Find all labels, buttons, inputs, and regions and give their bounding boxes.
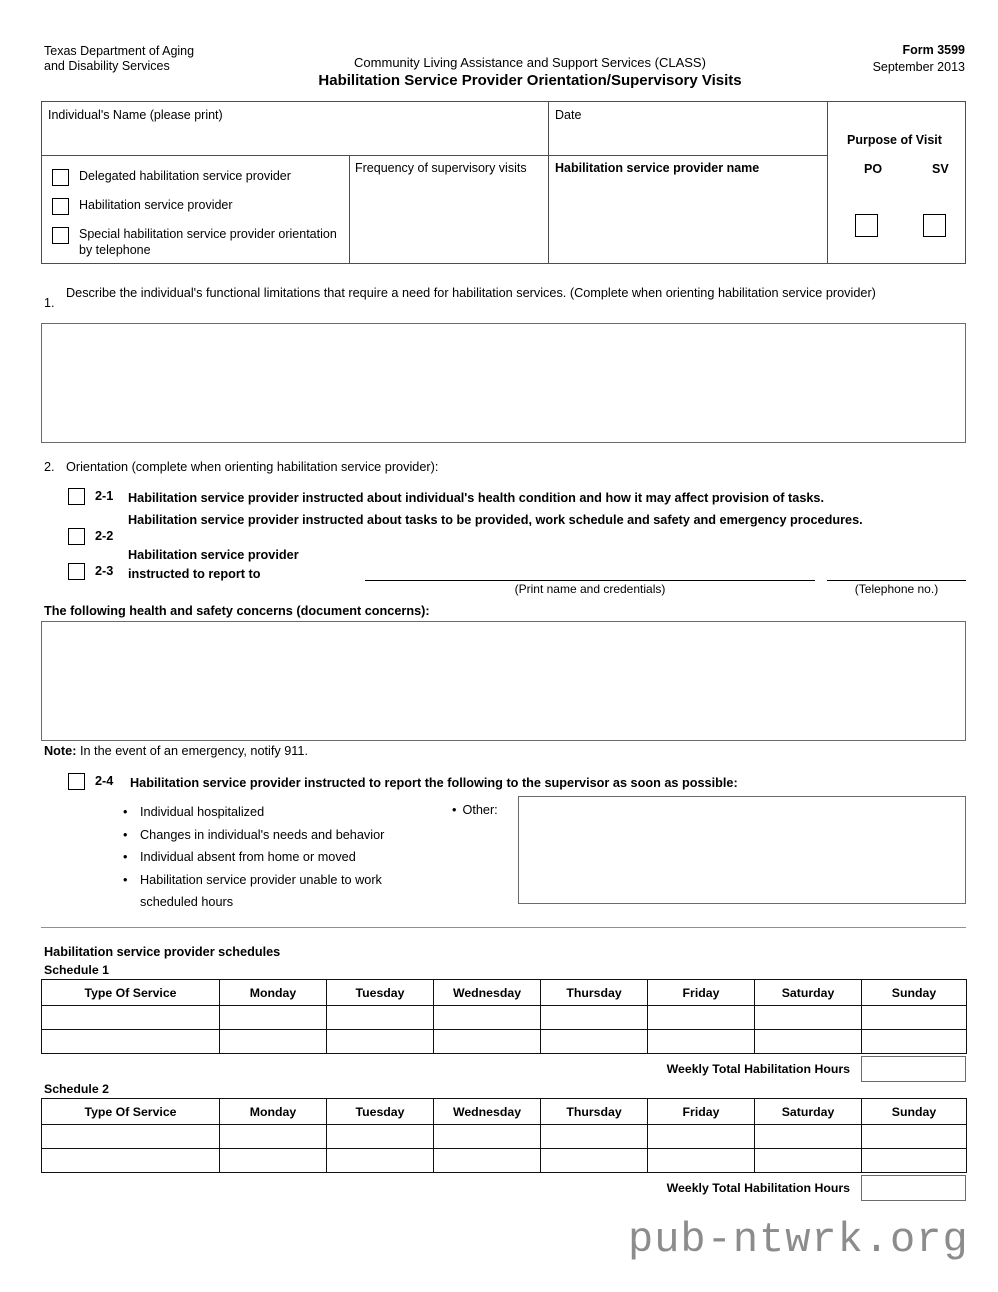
cell-saturday[interactable] bbox=[755, 1030, 862, 1054]
agency-name bbox=[44, 44, 314, 74]
item-2-1-text: Habilitation service provider instructed about individual's health condition and how it may affect provision of tasks. bbox=[128, 491, 825, 505]
item-2-3-text: Habilitation service provider instructed to report to bbox=[128, 548, 299, 581]
cell-wednesday[interactable] bbox=[434, 1125, 541, 1149]
cell-type-of-service[interactable] bbox=[42, 1149, 220, 1173]
checkbox-delegated-provider[interactable] bbox=[52, 169, 69, 186]
form-header bbox=[40, 40, 965, 90]
table-row bbox=[42, 1030, 967, 1054]
cell-tuesday[interactable] bbox=[327, 1149, 434, 1173]
form-meta bbox=[805, 42, 965, 76]
provider-name-label: Habilitation service provider name bbox=[555, 161, 760, 175]
column-header-thursday: Thursday bbox=[541, 1099, 648, 1125]
provider-type-option-telephone[interactable] bbox=[52, 226, 340, 258]
table-row bbox=[42, 1006, 967, 1030]
schedule-2-label: Schedule 2 bbox=[44, 1082, 109, 1096]
identification-table bbox=[41, 101, 966, 264]
item-2-2-number: 2-2 bbox=[95, 529, 114, 543]
checkbox-telephone-orientation[interactable] bbox=[52, 227, 69, 244]
cell-monday[interactable] bbox=[220, 1006, 327, 1030]
table-header-row bbox=[42, 1099, 967, 1125]
purpose-of-visit-label: Purpose of Visit bbox=[847, 133, 942, 147]
schedule-1-weekly-total-label: Weekly Total Habilitation Hours bbox=[666, 1062, 850, 1076]
checkbox-item-2-4[interactable] bbox=[68, 773, 85, 790]
column-header-sunday: Sunday bbox=[862, 1099, 967, 1125]
telephone-caption: (Telephone no.) bbox=[854, 582, 939, 596]
note-label: Note: bbox=[44, 744, 77, 758]
checkbox-item-2-2[interactable] bbox=[68, 528, 85, 545]
report-items-list bbox=[120, 801, 420, 914]
cell-friday[interactable] bbox=[648, 1006, 755, 1030]
health-safety-concerns-textarea[interactable] bbox=[41, 621, 966, 741]
cell-tuesday[interactable] bbox=[327, 1030, 434, 1054]
agency-line-2: and Disability Services bbox=[44, 59, 170, 73]
individual-name-label: Individual's Name (please print) bbox=[48, 108, 223, 122]
cell-wednesday[interactable] bbox=[434, 1149, 541, 1173]
column-header-friday: Friday bbox=[648, 1099, 755, 1125]
cell-saturday[interactable] bbox=[755, 1125, 862, 1149]
provider-type-option-habilitation[interactable] bbox=[52, 197, 342, 213]
column-header-wednesday: Wednesday bbox=[434, 1099, 541, 1125]
column-header-friday: Friday bbox=[648, 980, 755, 1006]
checkbox-item-2-1[interactable] bbox=[68, 488, 85, 505]
schedules-section-title: Habilitation service provider schedules bbox=[44, 945, 281, 959]
item-2-3-number: 2-3 bbox=[95, 564, 114, 578]
table-row bbox=[42, 1149, 967, 1173]
other-label-text: Other: bbox=[462, 803, 498, 817]
cell-monday[interactable] bbox=[220, 1125, 327, 1149]
schedule-1-weekly-total-input[interactable] bbox=[861, 1056, 966, 1082]
column-header-tuesday: Tuesday bbox=[327, 1099, 434, 1125]
date-label: Date bbox=[555, 108, 582, 122]
cell-type-of-service[interactable] bbox=[42, 1125, 220, 1149]
item-1-text: Describe the individual's functional limitations that require a need for habilitation services. (Complete when orienting habilitation service provider) bbox=[66, 286, 876, 300]
cell-sunday[interactable] bbox=[862, 1125, 967, 1149]
print-name-caption: (Print name and credentials) bbox=[514, 582, 666, 596]
column-header-wednesday: Wednesday bbox=[434, 980, 541, 1006]
cell-sunday[interactable] bbox=[862, 1149, 967, 1173]
note-text: In the event of an emergency, notify 911. bbox=[76, 744, 308, 758]
cell-wednesday[interactable] bbox=[434, 1030, 541, 1054]
print-name-input-line[interactable] bbox=[365, 580, 815, 581]
page-title: Habilitation Service Provider Orientation/Supervisory Visits bbox=[318, 72, 742, 89]
functional-limitations-textarea[interactable] bbox=[41, 323, 966, 443]
schedule-1-table bbox=[41, 979, 967, 1054]
item-2-4-number: 2-4 bbox=[95, 774, 114, 788]
option-label: Habilitation service provider bbox=[79, 198, 233, 212]
form-title-block bbox=[290, 54, 770, 90]
column-header-monday: Monday bbox=[220, 1099, 327, 1125]
frequency-label: Frequency of supervisory visits bbox=[355, 161, 527, 175]
cell-tuesday[interactable] bbox=[327, 1125, 434, 1149]
option-label: Delegated habilitation service provider bbox=[79, 169, 291, 183]
cell-monday[interactable] bbox=[220, 1149, 327, 1173]
item-2-4-text: Habilitation service provider instructed to report the following to the supervisor as soon as possible: bbox=[130, 776, 738, 790]
schedule-2-table bbox=[41, 1098, 967, 1173]
other-textarea[interactable] bbox=[518, 796, 966, 904]
watermark: pub-ntwrk.org bbox=[628, 1216, 969, 1264]
table-divider-frequency bbox=[349, 155, 350, 263]
health-safety-title: The following health and safety concerns (document concerns): bbox=[44, 604, 430, 618]
item-2-2-text: Habilitation service provider instructed about tasks to be provided, work schedule and safety and emergency procedures. bbox=[128, 513, 863, 527]
schedule-1-label: Schedule 1 bbox=[44, 963, 109, 977]
agency-line-1: Texas Department of Aging bbox=[44, 44, 195, 58]
cell-wednesday[interactable] bbox=[434, 1006, 541, 1030]
list-item: • Individual hospitalized bbox=[120, 801, 420, 824]
list-item: • Individual absent from home or moved bbox=[120, 846, 420, 869]
column-header-tuesday: Tuesday bbox=[327, 980, 434, 1006]
section-divider bbox=[41, 927, 966, 928]
cell-thursday[interactable] bbox=[541, 1125, 648, 1149]
item-2-1-number: 2-1 bbox=[95, 489, 114, 503]
emergency-note bbox=[44, 744, 308, 758]
po-label: PO bbox=[864, 162, 883, 176]
other-label bbox=[452, 803, 498, 817]
cell-friday[interactable] bbox=[648, 1030, 755, 1054]
cell-saturday[interactable] bbox=[755, 1149, 862, 1173]
column-header-type-of-service: Type Of Service bbox=[42, 1099, 220, 1125]
cell-sunday[interactable] bbox=[862, 1006, 967, 1030]
column-header-sunday: Sunday bbox=[862, 980, 967, 1006]
cell-monday[interactable] bbox=[220, 1030, 327, 1054]
cell-friday[interactable] bbox=[648, 1125, 755, 1149]
column-header-saturday: Saturday bbox=[755, 1099, 862, 1125]
list-item: • Changes in individual's needs and behavior bbox=[120, 824, 420, 847]
column-header-type-of-service: Type Of Service bbox=[42, 980, 220, 1006]
item-2-text: Orientation (complete when orienting habilitation service provider): bbox=[66, 460, 439, 474]
cell-type-of-service[interactable] bbox=[42, 1030, 220, 1054]
table-divider-row1 bbox=[42, 155, 827, 156]
list-item: • Habilitation service provider unable to work scheduled hours bbox=[120, 869, 420, 914]
checkbox-item-2-3[interactable] bbox=[68, 563, 85, 580]
column-header-saturday: Saturday bbox=[755, 980, 862, 1006]
table-header-row bbox=[42, 980, 967, 1006]
telephone-input-line[interactable] bbox=[827, 580, 966, 581]
schedule-2-weekly-total-input[interactable] bbox=[861, 1175, 966, 1201]
option-label: Special habilitation service provider orientation by telephone bbox=[79, 227, 337, 257]
cell-type-of-service[interactable] bbox=[42, 1006, 220, 1030]
item-1-number: 1. bbox=[44, 296, 55, 310]
provider-type-option-delegated[interactable] bbox=[52, 168, 342, 184]
form-number: Form 3599 bbox=[902, 43, 965, 57]
cell-sunday[interactable] bbox=[862, 1030, 967, 1054]
checkbox-habilitation-provider[interactable] bbox=[52, 198, 69, 215]
sv-label: SV bbox=[932, 162, 949, 176]
checkbox-purpose-sv[interactable] bbox=[923, 214, 946, 237]
program-name: Community Living Assistance and Support Services (CLASS) bbox=[354, 55, 706, 70]
cell-thursday[interactable] bbox=[541, 1030, 648, 1054]
table-divider-date bbox=[548, 102, 549, 263]
checkbox-purpose-po[interactable] bbox=[855, 214, 878, 237]
table-divider-purpose bbox=[827, 102, 828, 263]
column-header-monday: Monday bbox=[220, 980, 327, 1006]
cell-saturday[interactable] bbox=[755, 1006, 862, 1030]
cell-thursday[interactable] bbox=[541, 1149, 648, 1173]
form-date: September 2013 bbox=[872, 60, 965, 74]
column-header-thursday: Thursday bbox=[541, 980, 648, 1006]
cell-thursday[interactable] bbox=[541, 1006, 648, 1030]
cell-friday[interactable] bbox=[648, 1149, 755, 1173]
item-2-number: 2. bbox=[44, 460, 55, 474]
table-row bbox=[42, 1125, 967, 1149]
cell-tuesday[interactable] bbox=[327, 1006, 434, 1030]
schedule-2-weekly-total-label: Weekly Total Habilitation Hours bbox=[666, 1181, 850, 1195]
